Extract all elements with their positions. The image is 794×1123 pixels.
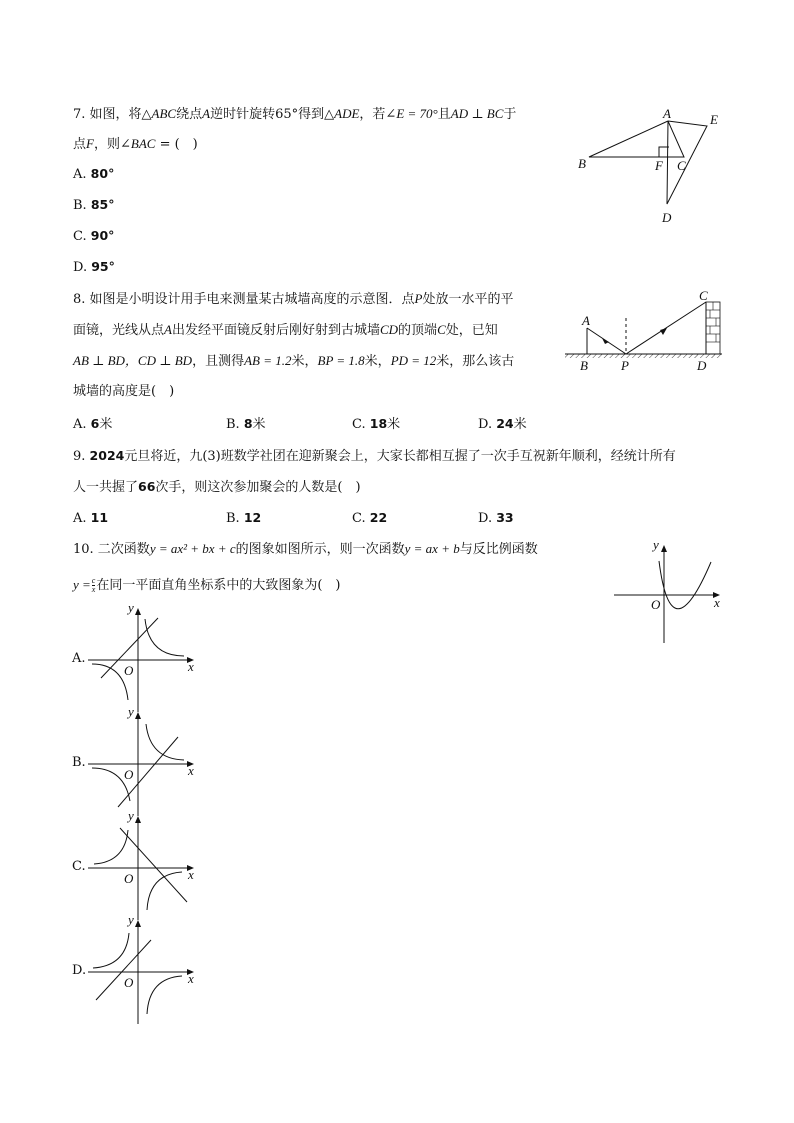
q10-parabola-x-label: x bbox=[714, 595, 720, 610]
q7-option-c: C. 90° bbox=[73, 228, 115, 244]
opt-c-origin-label: O bbox=[124, 871, 134, 886]
q8-label-c: C bbox=[699, 288, 708, 303]
opt-b-y-label: y bbox=[128, 704, 134, 719]
q9-line2: 人一共握了66次手，则这次参加聚会的人数是( ) bbox=[73, 479, 361, 495]
q7-label-a: A bbox=[663, 106, 671, 121]
q8-line1: 8. 如图是小明设计用手电来测量某古城墙高度的示意图．点P处放一水平的平 bbox=[73, 291, 514, 307]
c-over-x-fraction: $\frac{c}{x}$ bbox=[91, 576, 96, 594]
opt-d-origin-label: O bbox=[124, 975, 134, 990]
opt-a-x-label: x bbox=[188, 659, 194, 674]
q8-label-p: P bbox=[621, 358, 629, 373]
q8-option-b: B. 8米 bbox=[226, 416, 266, 432]
q7-option-d: D. 95° bbox=[73, 259, 115, 275]
q10-option-c: C. bbox=[72, 859, 86, 874]
q7-label-c: C bbox=[677, 158, 686, 173]
opt-d-y-label: y bbox=[128, 912, 134, 927]
q8-option-c: C. 18米 bbox=[352, 416, 401, 432]
q8-line3: AB ⊥ BD，CD ⊥ BD，且测得AB = 1.2米，BP = 1.8米，PD = 12米，那么该古 bbox=[73, 353, 515, 369]
q10-parabola-origin-label: O bbox=[651, 597, 661, 612]
q7-label-e: E bbox=[710, 112, 718, 127]
q7-option-b: B. 85° bbox=[73, 197, 115, 213]
q10-line1: 10. 二次函数y = ax² + bx + c的图象如图所示，则一次函数y = ax + b与反比例函数 bbox=[73, 541, 538, 557]
q8-line2: 面镜，光线从点A出发经平面镜反射后刚好射到古城墙CD的顶端C处，已知 bbox=[73, 322, 498, 338]
q8-line4: 城墙的高度是( ) bbox=[73, 384, 175, 399]
opt-a-y-label: y bbox=[128, 600, 134, 615]
q8-label-d: D bbox=[697, 358, 707, 373]
opt-d-x-label: x bbox=[188, 971, 194, 986]
q8-option-d: D. 24米 bbox=[478, 416, 527, 432]
q10-option-a: A. bbox=[72, 651, 86, 666]
opt-b-x-label: x bbox=[188, 763, 194, 778]
opt-a-origin-label: O bbox=[124, 663, 134, 678]
q10-line2: y = $\frac{c}{x}$ 在同一平面直角坐标系中的大致图象为( ) bbox=[73, 576, 341, 594]
q9-option-b: B. 12 bbox=[226, 510, 262, 526]
q8-label-b: B bbox=[580, 358, 588, 373]
q7-line2: 点F，则∠BAC = ( ) bbox=[73, 136, 198, 152]
opt-c-y-label: y bbox=[128, 808, 134, 823]
q7-line1: 7. 如图，将△ABC绕点A逆时针旋转65°得到△ADE，若∠E = 70°且AD ⊥ BC于 bbox=[73, 106, 517, 122]
q10-option-b: B. bbox=[72, 755, 86, 770]
q9-line1: 9. 2024元旦将近，九(3)班数学社团在迎新聚会上，大家长都相互握了一次手互祝新年顺利，经统计所有 bbox=[73, 448, 676, 464]
q9-option-a: A. 11 bbox=[73, 510, 109, 526]
q10-option-d: D. bbox=[72, 963, 87, 978]
q7-option-a: A. 80° bbox=[73, 166, 115, 182]
q7-label-f: F bbox=[655, 158, 663, 173]
q9-option-c: C. 22 bbox=[352, 510, 388, 526]
opt-c-x-label: x bbox=[188, 867, 194, 882]
q9-option-d: D. 33 bbox=[478, 510, 514, 526]
q10-parabola-y-label: y bbox=[653, 537, 659, 552]
q7-label-b: B bbox=[578, 156, 586, 171]
q8-option-a: A. 6米 bbox=[73, 416, 113, 432]
opt-b-origin-label: O bbox=[124, 767, 134, 782]
q8-label-a: A bbox=[582, 313, 590, 328]
q7-label-d: D bbox=[662, 210, 672, 225]
